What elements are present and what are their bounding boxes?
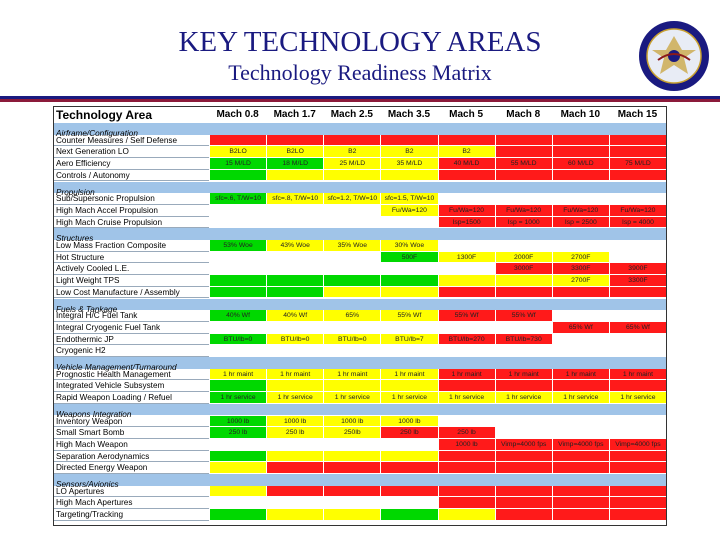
matrix-cell <box>323 252 380 264</box>
matrix-cell: 1000 lb <box>209 416 266 428</box>
matrix-cell: 1 hr maint <box>609 369 666 381</box>
matrix-cell <box>552 380 609 392</box>
matrix-cell <box>609 170 666 182</box>
matrix-row <box>54 380 666 392</box>
matrix-cell <box>609 334 666 346</box>
matrix-cell <box>323 451 380 463</box>
matrix-cell <box>266 497 323 509</box>
matrix-cell: 60 M/LD <box>552 158 609 170</box>
column-header: Mach 0.8 <box>216 109 259 120</box>
matrix-cell <box>552 509 609 521</box>
matrix-cell <box>380 287 437 299</box>
matrix-cell <box>495 486 552 498</box>
matrix-row <box>54 451 666 463</box>
matrix-cell: Isp = 4000 <box>609 217 666 229</box>
matrix-cell <box>266 462 323 474</box>
matrix-cell <box>323 497 380 509</box>
matrix-cell: 30% Woe <box>380 240 437 252</box>
matrix-row <box>54 146 666 158</box>
matrix-cell: BTU/lb=7 <box>380 334 437 346</box>
matrix-row <box>54 439 666 451</box>
matrix-cell: Fu/Wa=120 <box>380 205 437 217</box>
section-header <box>54 123 666 138</box>
matrix-cell <box>380 217 437 229</box>
matrix-cell: 55% Wf <box>438 310 495 322</box>
row-label: Inventory Weapon <box>54 416 209 428</box>
matrix-cell <box>495 135 552 147</box>
matrix-cell: 1000 lb <box>380 416 437 428</box>
matrix-cell: sfc=.6, T/W=10 <box>209 193 266 205</box>
matrix-cell <box>209 275 266 287</box>
row-label: Low Cost Manufacture / Assembly <box>54 287 209 299</box>
matrix-row <box>54 427 666 439</box>
matrix-cell <box>266 322 323 334</box>
section-label: Vehicle Management/Turnaround <box>56 363 177 372</box>
row-label: High Mach Cruise Propulsion <box>54 217 209 229</box>
matrix-cell <box>209 439 266 451</box>
row-label: Integral H/C Fuel Tank <box>54 310 209 322</box>
matrix-cell <box>495 416 552 428</box>
matrix-cell <box>438 193 495 205</box>
matrix-cell <box>209 287 266 299</box>
matrix-cell <box>552 416 609 428</box>
matrix-cell <box>323 263 380 275</box>
section-label: Sensors/Avionics <box>56 480 119 489</box>
matrix-cell: 1 hr maint <box>495 369 552 381</box>
matrix-cell <box>438 240 495 252</box>
matrix-cell: 65% Wf <box>552 322 609 334</box>
matrix-cell: 1 hr maint <box>323 369 380 381</box>
matrix-row <box>54 275 666 287</box>
matrix-cell <box>266 345 323 357</box>
matrix-cell: 55% Wf <box>495 310 552 322</box>
matrix-cell <box>552 427 609 439</box>
matrix-cell <box>438 509 495 521</box>
matrix-cell <box>495 427 552 439</box>
matrix-cell: Vimp=4000 fps <box>552 439 609 451</box>
matrix-cell <box>609 135 666 147</box>
matrix-row <box>54 240 666 252</box>
matrix-cell: Isp = 1000 <box>495 217 552 229</box>
section-header <box>54 404 666 419</box>
matrix-cell <box>552 497 609 509</box>
matrix-cell: Vimp=4000 fps <box>495 439 552 451</box>
row-label: Low Mass Fraction Composite <box>54 240 209 252</box>
matrix-cell <box>438 451 495 463</box>
matrix-cell <box>495 275 552 287</box>
matrix-cell <box>495 287 552 299</box>
matrix-cell <box>495 240 552 252</box>
matrix-cell <box>552 486 609 498</box>
matrix-cell <box>438 322 495 334</box>
matrix-cell: sfc=1.5, T/W=10 <box>380 193 437 205</box>
matrix-row <box>54 509 666 521</box>
row-label: Separation Aerodynamics <box>54 451 209 463</box>
matrix-cell <box>266 451 323 463</box>
row-label: Integrated Vehicle Subsystem <box>54 380 209 392</box>
row-label: Endothermic JP <box>54 334 209 346</box>
section-label: Airframe/Configuration <box>56 129 138 138</box>
row-label: Prognostic Health Management <box>54 369 209 381</box>
page-subtitle: Technology Readiness Matrix <box>228 60 492 85</box>
matrix-row <box>54 416 666 428</box>
column-header: Mach 8 <box>506 109 541 120</box>
matrix-cell <box>438 135 495 147</box>
matrix-cell: 500F <box>380 252 437 264</box>
matrix-cell: 1 hr service <box>380 392 437 404</box>
row-label: High Mach Accel Propulsion <box>54 205 209 217</box>
matrix-cell <box>209 263 266 275</box>
matrix-cell <box>266 263 323 275</box>
matrix-cell: Fu/Wa=120 <box>609 205 666 217</box>
matrix-cell: 40 M/LD <box>438 158 495 170</box>
matrix-cell: 2700F <box>552 275 609 287</box>
matrix-cell: Isp=1500 <box>438 217 495 229</box>
column-header: Mach 1.7 <box>273 109 316 120</box>
matrix-row <box>54 205 666 217</box>
matrix-row <box>54 252 666 264</box>
matrix-cell <box>609 486 666 498</box>
matrix-cell <box>552 287 609 299</box>
row-label: Actively Cooled L.E. <box>54 263 209 275</box>
matrix-cell <box>552 462 609 474</box>
matrix-row <box>54 170 666 182</box>
row-label: Aero Efficiency <box>54 158 209 170</box>
matrix-cell <box>380 345 437 357</box>
matrix-cell <box>323 345 380 357</box>
matrix-cell <box>266 135 323 147</box>
matrix-cell <box>209 497 266 509</box>
matrix-cell <box>438 486 495 498</box>
matrix-cell <box>438 416 495 428</box>
matrix-cell <box>209 170 266 182</box>
matrix-cell: 55% Wf <box>380 310 437 322</box>
row-label: Integral Cryogenic Fuel Tank <box>54 322 209 334</box>
matrix-cell <box>209 322 266 334</box>
matrix-row <box>54 158 666 170</box>
matrix-cell <box>609 146 666 158</box>
matrix-cell <box>438 263 495 275</box>
matrix-header-row <box>54 107 666 123</box>
matrix-cell <box>266 275 323 287</box>
matrix-cell: B2LO <box>209 146 266 158</box>
matrix-cell <box>552 135 609 147</box>
matrix-cell <box>438 497 495 509</box>
matrix-cell <box>438 462 495 474</box>
technology-area-header: Technology Area <box>56 108 153 122</box>
row-label: Hot Structure <box>54 252 209 264</box>
matrix-cell <box>438 287 495 299</box>
matrix-cell <box>495 146 552 158</box>
matrix-cell: 1 hr maint <box>552 369 609 381</box>
matrix-cell <box>438 275 495 287</box>
matrix-row <box>54 486 666 498</box>
matrix-cell <box>609 497 666 509</box>
matrix-row <box>54 497 666 509</box>
matrix-cell: Fu/Wa=120 <box>438 205 495 217</box>
matrix-cell <box>323 439 380 451</box>
matrix-cell: Fu/Wa=120 <box>495 205 552 217</box>
matrix-cell <box>609 509 666 521</box>
section-label: Structures <box>56 234 94 244</box>
matrix-cell <box>495 451 552 463</box>
row-label: High Mach Apertures <box>54 497 209 509</box>
matrix-row <box>54 193 666 205</box>
header-band-red <box>0 99 720 102</box>
matrix-cell <box>609 287 666 299</box>
matrix-cell: 1 hr service <box>552 392 609 404</box>
matrix-cell <box>495 193 552 205</box>
matrix-cell <box>266 252 323 264</box>
matrix-cell: 2000F <box>495 252 552 264</box>
matrix-cell: 1 hr maint <box>266 369 323 381</box>
section-label: Fuels & Tankage <box>56 304 118 314</box>
matrix-row <box>54 334 666 346</box>
matrix-cell <box>380 135 437 147</box>
matrix-cell <box>380 509 437 521</box>
matrix-cell: 1 hr service <box>209 392 266 404</box>
matrix-cell <box>323 205 380 217</box>
matrix-cell <box>380 275 437 287</box>
matrix-row <box>54 217 666 229</box>
matrix-cell: 75 M/LD <box>609 158 666 170</box>
section-label: Weapons Integration <box>56 409 132 419</box>
matrix-cell <box>209 345 266 357</box>
matrix-cell: 18 M/LD <box>266 158 323 170</box>
matrix-cell <box>266 380 323 392</box>
matrix-cell: 1 hr service <box>266 392 323 404</box>
row-label: Controls / Autonomy <box>54 170 209 182</box>
matrix-cell <box>609 310 666 322</box>
row-label: Next Generation LO <box>54 146 209 158</box>
matrix-cell: B2LO <box>266 146 323 158</box>
row-label: Cryogenic H2 <box>54 345 209 357</box>
matrix-row <box>54 392 666 404</box>
matrix-cell <box>495 322 552 334</box>
matrix-cell: 40% Wf <box>209 310 266 322</box>
matrix-cell <box>323 509 380 521</box>
matrix-cell <box>495 462 552 474</box>
matrix-cell <box>438 380 495 392</box>
matrix-cell <box>209 462 266 474</box>
matrix-cell <box>609 427 666 439</box>
matrix-cell <box>609 380 666 392</box>
row-label: Directed Energy Weapon <box>54 462 209 474</box>
matrix-cell <box>323 217 380 229</box>
matrix-cell: BTU/lb=0 <box>209 334 266 346</box>
matrix-cell: 43% Woe <box>266 240 323 252</box>
matrix-cell: B2 <box>323 146 380 158</box>
matrix-cell <box>380 322 437 334</box>
matrix-cell <box>380 451 437 463</box>
matrix-cell: 250 lb <box>266 427 323 439</box>
row-label: Small Smart Bomb <box>54 427 209 439</box>
matrix-cell: BTU/lb=0 <box>266 334 323 346</box>
matrix-cell <box>495 509 552 521</box>
matrix-row <box>54 310 666 322</box>
matrix-cell <box>609 252 666 264</box>
matrix-cell <box>209 205 266 217</box>
matrix-cell: 3300F <box>609 275 666 287</box>
matrix-cell <box>209 451 266 463</box>
matrix-cell <box>323 322 380 334</box>
matrix-cell <box>552 451 609 463</box>
matrix-cell <box>552 193 609 205</box>
matrix-cell <box>609 451 666 463</box>
matrix-cell: BTU/lb=270 <box>438 334 495 346</box>
section-header <box>54 474 666 489</box>
matrix-cell: 35% Woe <box>323 240 380 252</box>
matrix-cell: 65% <box>323 310 380 322</box>
matrix-cell <box>209 380 266 392</box>
matrix-cell <box>609 416 666 428</box>
matrix-cell: BTU/lb=0 <box>323 334 380 346</box>
matrix-cell: 40% Wf <box>266 310 323 322</box>
technology-readiness-matrix <box>53 106 667 526</box>
matrix-cell: 53% Woe <box>209 240 266 252</box>
matrix-cell <box>323 486 380 498</box>
matrix-cell: BTU/lb=730 <box>495 334 552 346</box>
matrix-cell: Fu/Wa=120 <box>552 205 609 217</box>
matrix-cell: 1 hr service <box>323 392 380 404</box>
matrix-cell <box>495 497 552 509</box>
matrix-cell: Isp = 2500 <box>552 217 609 229</box>
matrix-cell: 3900F <box>609 263 666 275</box>
matrix-cell <box>266 217 323 229</box>
matrix-cell <box>209 486 266 498</box>
matrix-cell: 3300F <box>552 263 609 275</box>
matrix-cell <box>266 486 323 498</box>
matrix-cell <box>209 217 266 229</box>
matrix-cell <box>438 345 495 357</box>
row-label: Rapid Weapon Loading / Refuel <box>54 392 209 404</box>
matrix-row <box>54 322 666 334</box>
row-label: Targeting/Tracking <box>54 509 209 521</box>
matrix-cell <box>552 146 609 158</box>
row-label: High Mach Weapon <box>54 439 209 451</box>
matrix-cell: 1000 lb <box>438 439 495 451</box>
matrix-cell: 2700F <box>552 252 609 264</box>
matrix-cell: Vimp=4000 fps <box>609 439 666 451</box>
matrix-cell <box>609 462 666 474</box>
matrix-cell: B2 <box>380 146 437 158</box>
matrix-cell: 1 hr maint <box>209 369 266 381</box>
matrix-cell: sfc=1.2, T/W=10 <box>323 193 380 205</box>
matrix-cell <box>266 439 323 451</box>
matrix-cell <box>380 263 437 275</box>
matrix-row <box>54 263 666 275</box>
matrix-cell: 3000F <box>495 263 552 275</box>
matrix-cell: 250 lb <box>209 427 266 439</box>
matrix-cell <box>323 380 380 392</box>
matrix-cell: 1 hr maint <box>438 369 495 381</box>
column-header: Mach 15 <box>617 109 658 120</box>
matrix-row <box>54 345 666 357</box>
matrix-cell <box>380 462 437 474</box>
matrix-cell: B2 <box>438 146 495 158</box>
matrix-cell <box>552 240 609 252</box>
matrix-cell: 15 M/LD <box>209 158 266 170</box>
row-label: Counter Measures / Self Defense <box>54 135 209 147</box>
matrix-cell <box>495 170 552 182</box>
matrix-cell: 1 hr service <box>495 392 552 404</box>
matrix-cell: 250 lb <box>438 427 495 439</box>
matrix-cell <box>209 252 266 264</box>
row-label: Light Weight TPS <box>54 275 209 287</box>
matrix-cell <box>209 509 266 521</box>
matrix-cell <box>323 275 380 287</box>
matrix-cell: 1000 lb <box>323 416 380 428</box>
dod-seal-icon <box>638 20 710 92</box>
matrix-cell <box>380 486 437 498</box>
page-title: KEY TECHNOLOGY AREAS <box>178 26 542 58</box>
matrix-cell <box>552 334 609 346</box>
matrix-row <box>54 369 666 381</box>
matrix-cell: 65% Wf <box>609 322 666 334</box>
section-header <box>54 299 666 314</box>
row-label: LO Apertures <box>54 486 209 498</box>
matrix-cell <box>438 170 495 182</box>
matrix-cell <box>552 170 609 182</box>
matrix-cell <box>323 170 380 182</box>
matrix-cell <box>380 497 437 509</box>
matrix-cell <box>323 135 380 147</box>
matrix-cell <box>552 310 609 322</box>
matrix-cell: 1 hr service <box>609 392 666 404</box>
matrix-row <box>54 287 666 299</box>
matrix-row <box>54 462 666 474</box>
matrix-cell <box>609 240 666 252</box>
section-label: Propulsion <box>56 187 95 197</box>
matrix-cell <box>323 462 380 474</box>
matrix-cell <box>609 345 666 357</box>
matrix-cell <box>380 170 437 182</box>
matrix-cell <box>552 345 609 357</box>
row-label: Sub/Supersonic Propulsion <box>54 193 209 205</box>
matrix-cell <box>266 509 323 521</box>
section-header <box>54 182 666 197</box>
matrix-cell: 1 hr maint <box>380 369 437 381</box>
section-header <box>54 357 666 372</box>
matrix-cell <box>266 287 323 299</box>
column-header: Mach 10 <box>560 109 601 120</box>
matrix-cell: 55 M/LD <box>495 158 552 170</box>
matrix-cell: 250lb <box>323 427 380 439</box>
matrix-cell: sfc=.8, T/W=10 <box>266 193 323 205</box>
matrix-cell <box>380 439 437 451</box>
matrix-cell: 1 hr service <box>438 392 495 404</box>
matrix-row <box>54 135 666 147</box>
matrix-cell: 250 lb <box>380 427 437 439</box>
matrix-cell <box>609 193 666 205</box>
matrix-cell <box>495 345 552 357</box>
matrix-cell <box>495 380 552 392</box>
matrix-cell <box>266 170 323 182</box>
matrix-cell: 1000 lb <box>266 416 323 428</box>
section-header <box>54 228 666 244</box>
matrix-cell: 1300F <box>438 252 495 264</box>
matrix-cell <box>266 205 323 217</box>
column-header: Mach 2.5 <box>330 109 373 120</box>
matrix-cell: 35 M/LD <box>380 158 437 170</box>
matrix-cell <box>380 380 437 392</box>
column-header: Mach 3.5 <box>387 109 431 120</box>
matrix-cell <box>323 287 380 299</box>
matrix-cell: 25 M/LD <box>323 158 380 170</box>
matrix-cell <box>209 135 266 147</box>
column-header: Mach 5 <box>449 109 484 120</box>
